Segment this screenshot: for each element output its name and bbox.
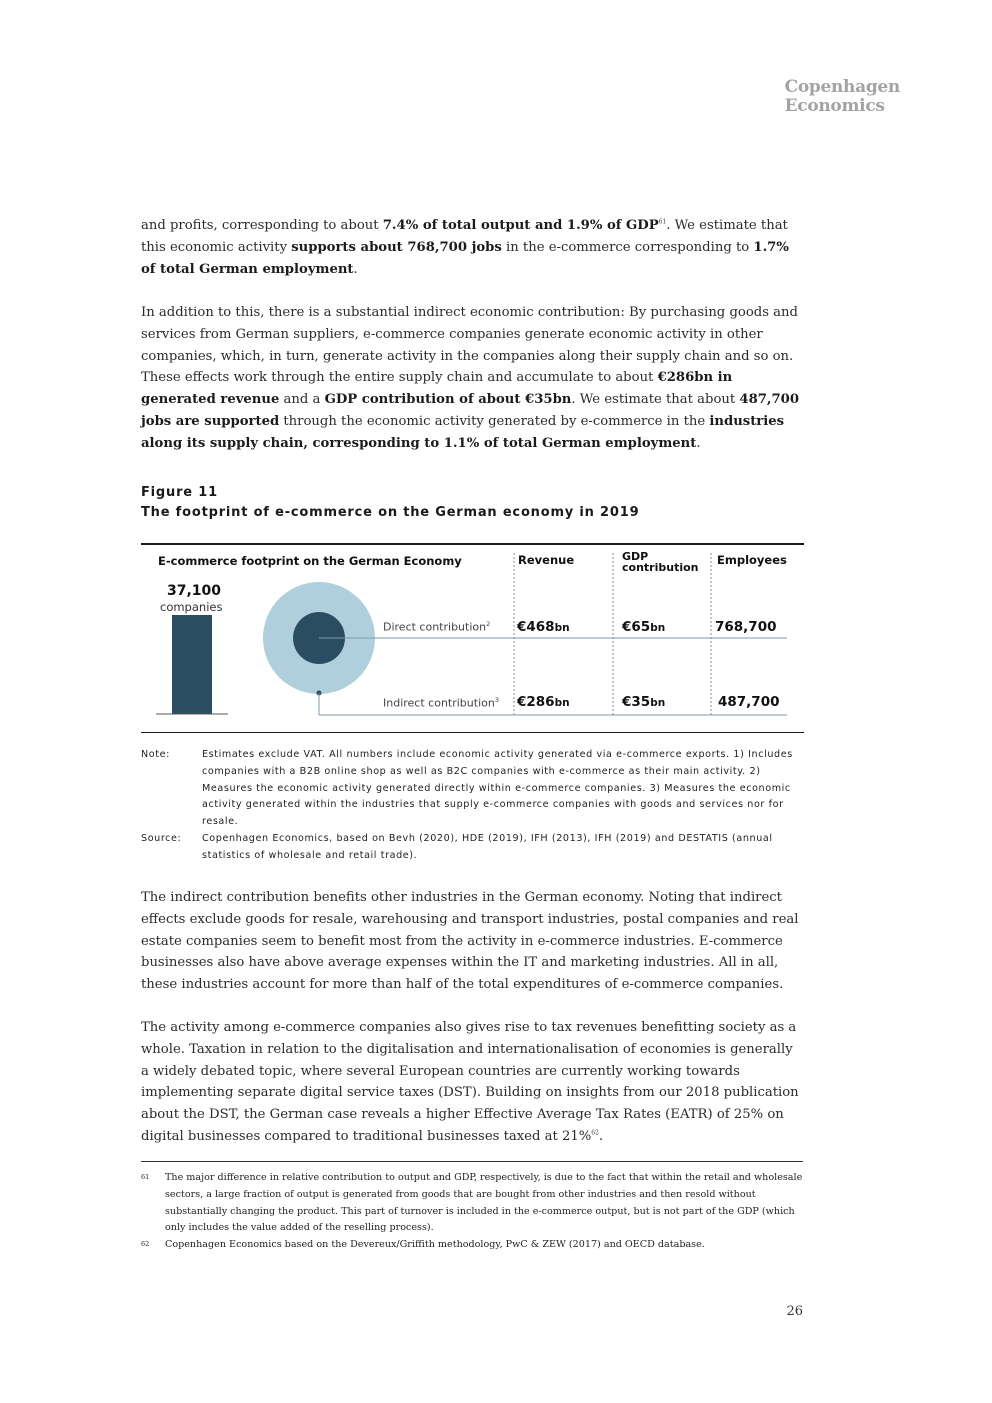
direct-contribution-label	[383, 620, 490, 634]
footnote-rule	[141, 1161, 803, 1162]
logo-line-2: Economics	[784, 96, 885, 116]
footnote-ref[interactable]: 61	[658, 218, 667, 226]
indirect-paragraph	[141, 302, 803, 455]
industry-paragraph	[141, 887, 803, 996]
text: .	[598, 1128, 604, 1144]
footnote-text: The major difference in relative contribution to output and GDP, respectively, is due to the fact that within the retail and wholesale sectors, a large fraction of output is generated from goods that are bought from other industries and then resold without substantially changing the product. This part of turnover is included in the e-commerce output, but is not part of the GDP (which only includes the value added of the reselling process).	[165, 1172, 803, 1234]
bold-text: industries along its supply chain, corresponding to 1.1% of total German employment	[141, 413, 785, 451]
direct-revenue-value	[517, 619, 570, 635]
note-text: Estimates exclude VAT. All numbers include economic activity generated via e-commerce exports. 1) Includes companies with a B2B online shop as well as B2C companies with e-commerce as their main activity. 2) Measures the economic activity generated directly within e-commerce companies. 3) Measures the economic activity generated within the industries that supply e-commerce companies with goods and services nor for resale.	[202, 749, 793, 828]
indirect-contribution-label	[383, 696, 499, 710]
indirect-gdp-value	[622, 694, 665, 710]
figure-infographic	[141, 543, 804, 734]
figure-bottom-rule	[141, 732, 804, 733]
source-label: Source:	[141, 832, 182, 844]
text: The activity among e-commerce companies also gives rise to tax revenues benefitting society as a whole. Taxation in relation to the digitalisation and internationalisation of economies is generally a widely debated topic, where several European countries are currently working towards implementing separate digital service taxes (DST). Building on insights from our 2018 publication about the DST, the German case reveals a higher Effective Average Tax Rates (EATR) of 25% on digital businesses compared to traditional businesses taxed at 21%	[141, 1020, 799, 1144]
bold-text: 1.7% of total German employment	[141, 239, 789, 277]
text: In addition to this, there is a substantial indirect economic contribution: By purchasing goods and services from German suppliers, e-commerce companies generate economic activity in other companies, which, in turn, generate activity in the companies along their supply chain and so on. These effects work through the entire supply chain and accumulate to about	[141, 305, 798, 386]
direct-label-sup: 2	[486, 620, 491, 628]
bold-text: 487,700 jobs are supported	[141, 392, 800, 429]
page-number: 26	[786, 1304, 803, 1319]
value-unit: bn	[554, 697, 570, 709]
indirect-label-sup: 3	[494, 696, 499, 704]
text: and profits, corresponding to about	[141, 218, 383, 233]
text: .	[696, 435, 701, 451]
footnote-item	[141, 1170, 803, 1237]
figure-heading: E-commerce footprint on the German Economy	[158, 554, 462, 568]
footnote-number: 62	[141, 1240, 150, 1249]
column-header-gdp-line1: GDP	[622, 550, 649, 563]
direct-gdp-value	[622, 619, 665, 635]
figure-label: Figure 11	[141, 485, 218, 500]
bold-text: GDP contribution of about €35bn	[324, 392, 572, 408]
text: and a	[279, 392, 325, 408]
footnote-ref[interactable]: 62	[591, 1129, 599, 1137]
figure-title: The footprint of e-commerce on the German economy in 2019	[141, 505, 640, 520]
note-label: Note:	[141, 749, 170, 760]
bold-text: €286bn in generated revenue	[141, 370, 733, 408]
column-header-revenue: Revenue	[518, 553, 575, 567]
direct-employees-value: 768,700	[715, 619, 777, 635]
column-header-employees: Employees	[717, 553, 787, 567]
value-number: €286	[517, 694, 555, 710]
note-row	[141, 747, 803, 831]
figure-notes	[141, 747, 803, 865]
text: .	[353, 261, 358, 277]
value-number: €468	[517, 619, 555, 635]
companies-count: 37,100	[167, 583, 222, 599]
footnote-number: 61	[141, 1173, 150, 1181]
source-row	[141, 831, 803, 865]
direct-label-text: Direct contribution	[383, 620, 487, 634]
indirect-employees-value: 487,700	[718, 694, 780, 710]
text: through the economic activity generated by e-commerce in the	[279, 413, 710, 429]
footnote-text: Copenhagen Economics based on the Devereux/Griffith methodology, PwC & ZEW (2017) and OECD database.	[165, 1239, 705, 1251]
companies-bar	[172, 615, 212, 714]
text: . We estimate that this economic activity	[141, 218, 788, 255]
indirect-revenue-value	[517, 694, 570, 710]
footnotes	[141, 1170, 803, 1254]
bold-text: supports about 768,700 jobs	[291, 239, 502, 255]
footnote-item	[141, 1237, 803, 1254]
value-unit: bn	[650, 622, 666, 634]
copenhagen-economics-logo	[785, 78, 900, 116]
logo-line-1: Copenhagen	[784, 77, 900, 97]
value-unit: bn	[650, 697, 666, 709]
indirect-label-text: Indirect contribution	[383, 696, 495, 710]
value-number: €35	[622, 694, 651, 710]
intro-paragraph	[141, 215, 803, 280]
bold-text: 7.4% of total output and 1.9% of GDP	[382, 218, 659, 233]
industry-text: The indirect contribution benefits other industries in the German economy. Noting that indirect effects exclude goods for resale, warehousing and transport industries, postal companies and real estate companies seem to benefit most from the activity in e-commerce industries. E-commerce businesses also have above average expenses within the IT and marketing industries. All in all, these industries account for more than half of the total expenditures of e-commerce companies.	[141, 890, 799, 993]
value-number: €65	[622, 619, 651, 635]
value-unit: bn	[554, 622, 570, 634]
column-header-gdp-line2: contribution	[622, 561, 699, 574]
text: . We estimate that about	[571, 392, 740, 408]
text: in the e-commerce corresponding to	[501, 239, 754, 255]
source-text: Copenhagen Economics, based on Bevh (2020), HDE (2019), IFH (2013), IFH (2019) and DESTATIS (annual statistics of wholesale and retail trade).	[202, 832, 773, 861]
companies-label: companies	[160, 600, 223, 614]
tax-paragraph	[141, 1017, 803, 1148]
